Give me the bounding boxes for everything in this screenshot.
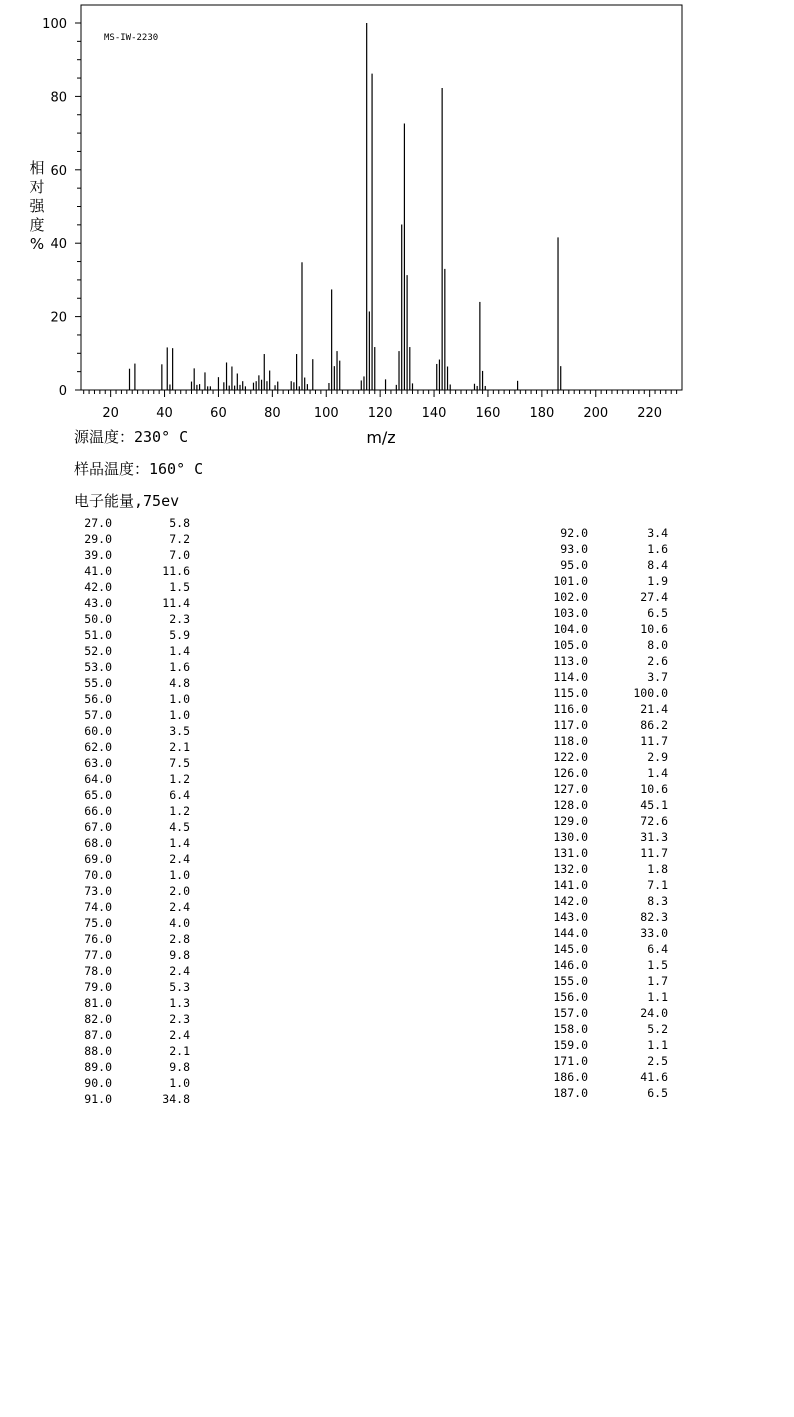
- peak-abundance: 1.0: [169, 692, 190, 706]
- peak-abundance: 2.6: [647, 654, 668, 668]
- peak-mz: 66.0: [84, 804, 112, 818]
- peak-mz: 142.0: [553, 894, 588, 908]
- x-axis: [84, 390, 677, 421]
- y-label-char: 度: [29, 216, 45, 234]
- peak-abundance: 4.5: [169, 820, 190, 834]
- peak-mz: 51.0: [84, 628, 112, 642]
- peak-abundance: 2.5: [647, 1054, 668, 1068]
- peak-mz: 81.0: [84, 996, 112, 1010]
- peak-abundance: 1.5: [647, 958, 668, 972]
- peak-mz: 60.0: [84, 724, 112, 738]
- peak-abundance: 2.1: [169, 1044, 190, 1058]
- y-tick-label: 20: [50, 310, 67, 326]
- peak-abundance: 72.6: [640, 814, 668, 828]
- y-tick-label: 60: [50, 163, 67, 179]
- x-tick-label: 80: [264, 406, 281, 421]
- peak-mz: 43.0: [84, 596, 112, 610]
- peak-mz: 103.0: [553, 606, 588, 620]
- peak-mz: 53.0: [84, 660, 112, 674]
- x-tick-label: 160: [475, 406, 501, 421]
- peak-mz: 145.0: [553, 942, 588, 956]
- peak-abundance: 1.3: [169, 996, 190, 1010]
- peak-mz: 78.0: [84, 964, 112, 978]
- peak-mz: 39.0: [84, 548, 112, 562]
- peak-mz: 27.0: [84, 516, 112, 530]
- y-tick-label: 80: [50, 90, 67, 106]
- peak-abundance: 1.2: [169, 772, 190, 786]
- peak-mz: 105.0: [553, 638, 588, 652]
- peak-mz: 79.0: [84, 980, 112, 994]
- peak-abundance: 31.3: [640, 830, 668, 844]
- peak-mz: 115.0: [553, 686, 588, 700]
- peak-mz: 143.0: [553, 910, 588, 924]
- peak-mz: 132.0: [553, 862, 588, 876]
- peak-mz: 92.0: [560, 526, 588, 540]
- peak-abundance: 7.0: [169, 548, 190, 562]
- peak-abundance: 2.1: [169, 740, 190, 754]
- peak-abundance: 1.9: [647, 574, 668, 588]
- peak-abundance: 5.9: [169, 628, 190, 642]
- peak-abundance: 27.4: [640, 590, 668, 604]
- peak-mz: 67.0: [84, 820, 112, 834]
- peak-mz: 29.0: [84, 532, 112, 546]
- peak-abundance: 3.4: [647, 526, 668, 540]
- peak-mz: 74.0: [84, 900, 112, 914]
- peak-mz: 131.0: [553, 846, 588, 860]
- peak-abundance: 1.0: [169, 1076, 190, 1090]
- peak-mz: 101.0: [553, 574, 588, 588]
- y-label-char: 强: [29, 197, 45, 215]
- peak-mz: 117.0: [553, 718, 588, 732]
- peak-abundance: 3.5: [169, 724, 190, 738]
- peak-abundance: 9.8: [169, 1060, 190, 1074]
- x-tick-label: 200: [583, 406, 609, 421]
- peak-mz: 70.0: [84, 868, 112, 882]
- y-label-char: 对: [29, 178, 45, 196]
- peak-mz: 82.0: [84, 1012, 112, 1026]
- peak-abundance: 82.3: [640, 910, 668, 924]
- peak-mz: 144.0: [553, 926, 588, 940]
- peak-abundance: 2.4: [169, 900, 190, 914]
- peak-mz: 171.0: [553, 1054, 588, 1068]
- peak-mz: 113.0: [553, 654, 588, 668]
- peak-abundance: 7.2: [169, 532, 190, 546]
- peak-abundance: 10.6: [640, 782, 668, 796]
- x-tick-label: 140: [421, 406, 447, 421]
- plot-frame: [81, 5, 682, 390]
- y-label-char: %: [29, 235, 45, 253]
- peak-abundance: 6.5: [647, 1086, 668, 1100]
- peak-abundance: 11.6: [162, 564, 190, 578]
- peak-mz: 50.0: [84, 612, 112, 626]
- peak-mz: 87.0: [84, 1028, 112, 1042]
- peak-mz: 77.0: [84, 948, 112, 962]
- peak-mz: 89.0: [84, 1060, 112, 1074]
- peak-mz: 156.0: [553, 990, 588, 1004]
- peak-abundance: 5.8: [169, 516, 190, 530]
- peak-mz: 158.0: [553, 1022, 588, 1036]
- peak-abundance: 4.0: [169, 916, 190, 930]
- y-tick-label: 100: [42, 17, 67, 32]
- peak-abundance: 11.4: [162, 596, 190, 610]
- peak-mz: 52.0: [84, 644, 112, 658]
- x-tick-label: 120: [367, 406, 393, 421]
- peak-mz: 57.0: [84, 708, 112, 722]
- peak-mz: 91.0: [84, 1092, 112, 1106]
- peak-mz: 68.0: [84, 836, 112, 850]
- x-axis-label: m/z: [366, 428, 396, 447]
- peak-mz: 159.0: [553, 1038, 588, 1052]
- peak-mz: 155.0: [553, 974, 588, 988]
- peak-mz: 126.0: [553, 766, 588, 780]
- peak-abundance: 6.5: [647, 606, 668, 620]
- source-temperature: 源温度：230° C: [74, 428, 189, 446]
- x-tick-label: 20: [102, 406, 119, 421]
- x-tick-label: 100: [313, 406, 339, 421]
- peak-mz: 55.0: [84, 676, 112, 690]
- peak-mz: 63.0: [84, 756, 112, 770]
- peak-mz: 93.0: [560, 542, 588, 556]
- peak-abundance: 1.1: [647, 1038, 668, 1052]
- peak-abundance: 7.1: [647, 878, 668, 892]
- peak-abundance: 1.4: [647, 766, 668, 780]
- peak-abundance: 6.4: [647, 942, 668, 956]
- peak-mz: 88.0: [84, 1044, 112, 1058]
- peak-abundance: 11.7: [640, 846, 668, 860]
- y-tick-label: 0: [58, 384, 67, 399]
- peak-mz: 95.0: [560, 558, 588, 572]
- peak-abundance: 8.4: [647, 558, 668, 572]
- peak-abundance: 1.1: [647, 990, 668, 1004]
- x-tick-label: 60: [210, 406, 227, 421]
- peak-mz: 76.0: [84, 932, 112, 946]
- peak-mz: 128.0: [553, 798, 588, 812]
- peak-abundance: 2.4: [169, 852, 190, 866]
- peak-mz: 146.0: [553, 958, 588, 972]
- peak-abundance: 1.7: [647, 974, 668, 988]
- peak-abundance: 1.8: [647, 862, 668, 876]
- peak-mz: 157.0: [553, 1006, 588, 1020]
- y-axis-label: [29, 159, 45, 253]
- peak-mz: 41.0: [84, 564, 112, 578]
- peak-abundance: 2.9: [647, 750, 668, 764]
- peak-mz: 116.0: [553, 702, 588, 716]
- peak-bars: [130, 23, 561, 390]
- peak-abundance: 1.6: [647, 542, 668, 556]
- peak-abundance: 1.4: [169, 836, 190, 850]
- peak-abundance: 33.0: [640, 926, 668, 940]
- peak-abundance: 1.0: [169, 708, 190, 722]
- peak-mz: 62.0: [84, 740, 112, 754]
- peak-mz: 130.0: [553, 830, 588, 844]
- peak-abundance: 9.8: [169, 948, 190, 962]
- peak-abundance: 86.2: [640, 718, 668, 732]
- x-tick-label: 180: [529, 406, 555, 421]
- peak-abundance: 2.0: [169, 884, 190, 898]
- x-tick-label: 40: [156, 406, 173, 421]
- peak-mz: 42.0: [84, 580, 112, 594]
- peak-mz: 102.0: [553, 590, 588, 604]
- peak-abundance: 6.4: [169, 788, 190, 802]
- peak-mz: 64.0: [84, 772, 112, 786]
- peak-abundance: 5.3: [169, 980, 190, 994]
- peak-mz: 114.0: [553, 670, 588, 684]
- peak-abundance: 1.2: [169, 804, 190, 818]
- peak-abundance: 11.7: [640, 734, 668, 748]
- x-tick-label: 220: [637, 406, 663, 421]
- peak-abundance: 1.4: [169, 644, 190, 658]
- peak-mz: 90.0: [84, 1076, 112, 1090]
- peak-abundance: 21.4: [640, 702, 668, 716]
- electron-energy: 电子能量,75ev: [74, 492, 180, 510]
- peak-mz: 73.0: [84, 884, 112, 898]
- spectrum-code-label: MS-IW-2230: [104, 33, 159, 43]
- peak-abundance: 2.3: [169, 1012, 190, 1026]
- peak-mz: 141.0: [553, 878, 588, 892]
- peak-abundance: 10.6: [640, 622, 668, 636]
- peak-abundance: 8.0: [647, 638, 668, 652]
- peak-abundance: 34.8: [162, 1092, 190, 1106]
- peak-mz: 118.0: [553, 734, 588, 748]
- peak-abundance: 100.0: [633, 686, 668, 700]
- peak-abundance: 1.6: [169, 660, 190, 674]
- peak-abundance: 1.5: [169, 580, 190, 594]
- peak-abundance: 2.4: [169, 1028, 190, 1042]
- y-label-char: 相: [29, 159, 45, 177]
- peak-mz: 75.0: [84, 916, 112, 930]
- peak-mz: 56.0: [84, 692, 112, 706]
- peak-abundance: 45.1: [640, 798, 668, 812]
- peak-mz: 104.0: [553, 622, 588, 636]
- peak-abundance: 3.7: [647, 670, 668, 684]
- peak-abundance: 1.0: [169, 868, 190, 882]
- peak-mz: 186.0: [553, 1070, 588, 1084]
- peak-abundance: 2.4: [169, 964, 190, 978]
- peak-abundance: 24.0: [640, 1006, 668, 1020]
- y-tick-label: 40: [50, 237, 67, 253]
- peak-abundance: 2.3: [169, 612, 190, 626]
- peak-mz: 69.0: [84, 852, 112, 866]
- sample-temperature: 样品温度：160° C: [74, 460, 204, 478]
- peak-abundance: 4.8: [169, 676, 190, 690]
- peak-mz: 122.0: [553, 750, 588, 764]
- peak-abundance: 8.3: [647, 894, 668, 908]
- peak-abundance: 5.2: [647, 1022, 668, 1036]
- peak-abundance: 41.6: [640, 1070, 668, 1084]
- peak-mz: 65.0: [84, 788, 112, 802]
- peak-abundance: 2.8: [169, 932, 190, 946]
- peak-abundance: 7.5: [169, 756, 190, 770]
- peak-mz: 187.0: [553, 1086, 588, 1100]
- y-axis: [42, 17, 81, 399]
- peak-mz: 129.0: [553, 814, 588, 828]
- peak-mz: 127.0: [553, 782, 588, 796]
